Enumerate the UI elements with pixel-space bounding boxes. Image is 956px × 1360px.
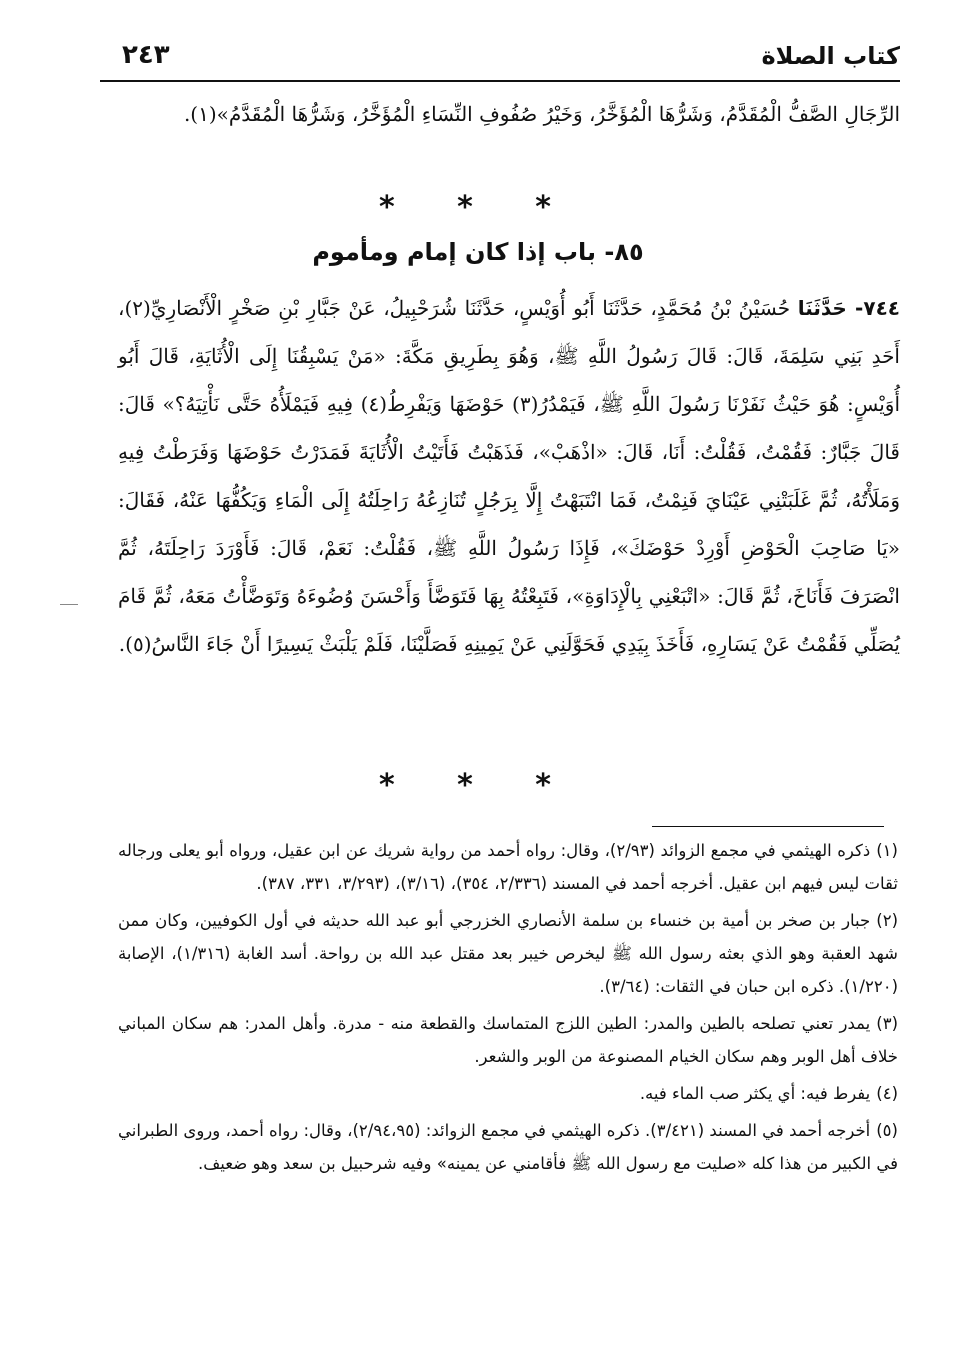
chapter-heading: ٨٥- باب إذا كان إمام ومأموم <box>312 238 644 266</box>
footnote-text: ذكره الهيثمي في مجمع الزوائد (٢/٩٣)، وقال: رواه أحمد من رواية شريك عن ابن عقيل، ورواه أبو يعلى ورجاله ثقات ليس فيهم ابن عقيل. أخرجه أحمد في المسند (٢/٣٣٦، ٣٥٤)، (٣/١٦)، (٣/٢٩٣، ٣٣١، ٣٨٧). <box>118 841 898 893</box>
footnote-text: يفرط فيه: أي يكثر صب الماء فيه. <box>639 1084 871 1103</box>
footnote-4 <box>118 1077 898 1110</box>
footnote-3 <box>118 1007 898 1073</box>
footnotes <box>118 834 898 1184</box>
footnote-text: يمدر تعني تصلحه بالطين والمدر: الطين اللزج المتماسك والقطعة منه - مدرة. وأهل المدر: هم سكان المباني خلاف أهل الوبر وهم سكان الخيام المصنوعة من الوبر والشعر. <box>118 1014 898 1066</box>
footnote-5 <box>118 1114 898 1180</box>
continued-hadith-text: الرِّجَالِ الصَّفُّ الْمُقَدَّمُ، وَشَرُّهَا الْمُؤَخَّرُ، وَخَيْرُ صُفُوفِ النِّسَاءِ الْمُؤَخَّرُ، وَشَرُّهَا الْمُقَدَّمُ»(١). <box>183 102 900 126</box>
page-number: ٢٤٣ <box>122 40 170 70</box>
book-title: كتاب الصلاة <box>761 42 900 70</box>
footnote-number: (٣) <box>876 1014 898 1033</box>
section-separator-top: * * * <box>379 190 577 225</box>
footnote-2 <box>118 904 898 1003</box>
footnote-1 <box>118 834 898 900</box>
footnote-number: (١) <box>876 841 898 860</box>
section-separator-bottom: * * * <box>379 768 577 803</box>
page-header <box>100 36 900 82</box>
hadith-number-lead: ٧٤٤- حَدَّثَنَا <box>797 296 900 320</box>
footnote-text: جبار بن صخر بن أمية بن خنساء بن سلمة الأنصاري الخزرجي أبو عبد الله حديثه في أول الكوفيين، وكان ممن شهد العقبة وهو الذي بعثه رسول الله ﷺ ليخرص خيبر بعد مقتل عبد الله بن رواحة. أسد الغابة (١/٣١٦)، الإصابة (١/٢٢٠). ذكره ابن حبان في الثقات: (٣/٦٤). <box>118 911 898 996</box>
hadith-paragraph <box>118 284 900 668</box>
footnote-number: (٥) <box>876 1121 898 1140</box>
margin-mark <box>60 604 78 605</box>
footnote-divider <box>652 826 884 827</box>
footnote-text: أخرجه أحمد في المسند (٣/٤٢١). ذكره الهيثمي في مجمع الزوائد: (٢/٩٤،٩٥)، وقال: رواه أحمد، وروى الطبراني في الكبير من هذا كله «صليت مع رسول الله ﷺ فأقامني عن يمينه» وفيه شرحبيل بن سعد وهو ضعيف. <box>118 1121 898 1173</box>
footnote-number: (٤) <box>876 1084 898 1103</box>
footnote-number: (٢) <box>876 911 898 930</box>
hadith-body: حُسَيْنُ بْنُ مُحَمَّدٍ، حَدَّثَنَا أَبُو أُوَيْسٍ، حَدَّثَنَا شُرَحْبِيلُ، عَنْ جَبَّارِ بْنِ صَخْرٍ الْأَنْصَارِيِّ(٢)، أَحَدِ بَنِي سَلِمَةَ، قَالَ: قَالَ رَسُولُ اللَّهِ ﷺ، وَهُوَ بِطَرِيقِ مَكَّةَ: «مَنْ يَسْبِقُنَا إِلَى الْأُثَايَةِ، قَالَ أَبُو أُوَيْسٍ: هُوَ حَيْثُ نَفَرْنَا رَسُولَ اللَّهِ ﷺ، فَيَمْدُرُ(٣) حَوْضَهَا وَيَفْرِطُ(٤) فِيهِ فَيَمْلَأُهُ حَتَّى نَأْتِيَهُ؟» قَالَ: قَالَ جَبَّارٌ: فَقُمْتُ، فَقُلْتُ: أَنَا، قَالَ: «اذْهَبْ»، فَذَهَبْتُ فَأَتَيْتُ الْأُثَايَةَ فَمَدَرْتُ حَوْضَهَا وَفَرَطْتُ فِيهِ وَمَلَأْتُهُ، ثُمَّ غَلَبَتْنِي عَيْنَايَ فَنِمْتُ، فَمَا انْتَبَهْتُ إِلَّا بِرَجُلٍ تُنَازِعُهُ رَاحِلَتُهُ إِلَى الْمَاءِ وَيَكُفُّهَا عَنْهُ، فَقَالَ: «يَا صَاحِبَ الْحَوْضِ أَوْرِدْ حَوْضَكَ»، فَإِذَا رَسُولُ اللَّهِ ﷺ، فَقُلْتُ: نَعَمْ، قَالَ: فَأَوْرَدَ رَاحِلَتَهُ، ثُمَّ انْصَرَفَ فَأَنَاخَ، ثُمَّ قَالَ: «اتْبَعْنِي بِالْإِدَاوَةِ»، فَتَبِعْتُهُ بِهَا فَتَوَضَّأَ وَأَحْسَنَ وُضُوءَهُ وَتَوَضَّأْتُ مَعَهُ، ثُمَّ قَامَ يُصَلِّي فَقُمْتُ عَنْ يَسَارِهِ، فَأَخَذَ بِيَدِي فَحَوَّلَنِي عَنْ يَمِينِهِ فَصَلَّيْنَا، فَلَمْ يَلْبَثْ يَسِيرًا أَنْ جَاءَ النَّاسُ(٥). <box>118 296 900 656</box>
